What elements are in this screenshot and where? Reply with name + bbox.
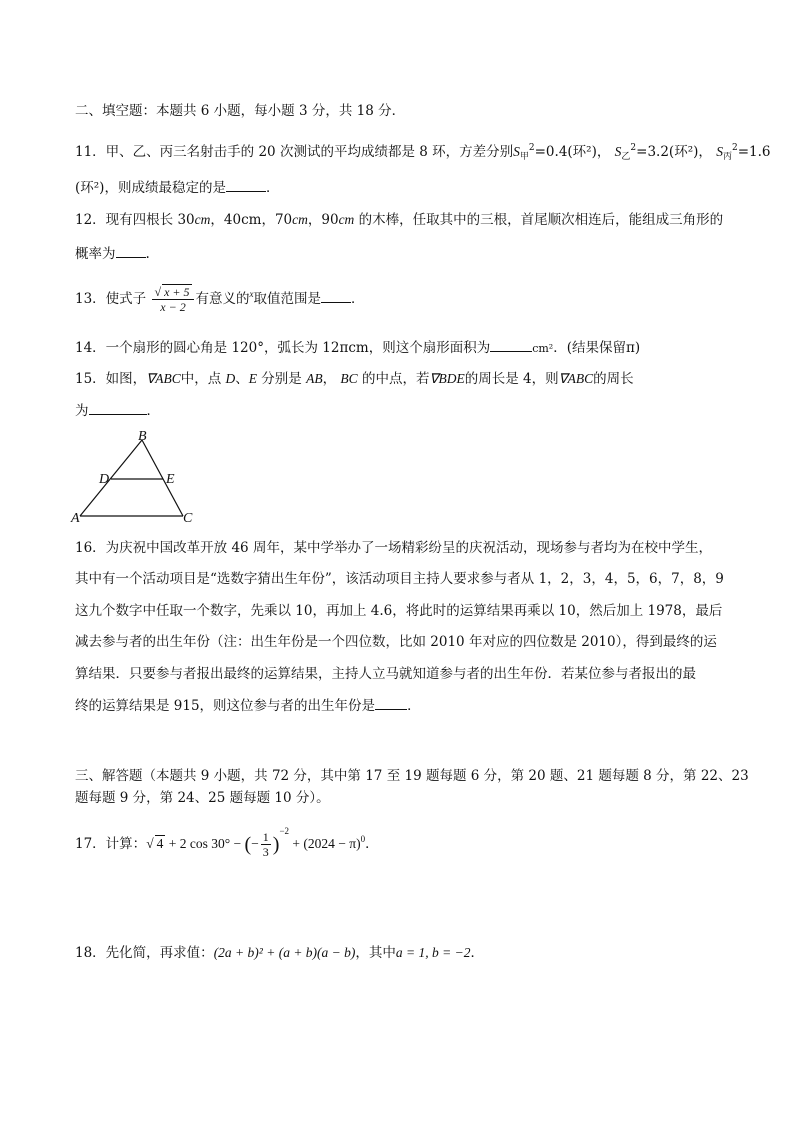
question-12-line1: 12．现有四根长 30cm，40cm，70cm，90cm 的木棒，任取其中的三根，首尾顺次相连后，能组成三角形的 — [75, 212, 724, 228]
section3-heading-line2: 题每题 9 分，第 24、25 题每题 10 分）。 — [75, 790, 330, 806]
question-15-line1: 15．如图，∇ABC中，点 D、E 分别是 AB， BC 的中点，若∇BDE的周长是 4，则∇ABC的周长 — [75, 371, 634, 387]
answer-blank — [375, 697, 407, 710]
answer-blank — [321, 290, 351, 303]
label-a: A — [71, 511, 80, 526]
question-11-line2: (环²)，则成绩最稳定的是 ． — [75, 180, 280, 196]
answer-blank — [490, 339, 532, 352]
fraction: $\frac{√ x + 5}{x - 2}$ — [152, 284, 193, 315]
fraction: $\frac{1}{3}$ — [262, 829, 269, 859]
section2-heading: 二、填空题：本题共 6 小题，每小题 3 分，共 18 分． — [75, 103, 406, 119]
label-d: D — [99, 472, 110, 487]
question-17: 17．计算：√ 4 + 2 cos 30° − (− $\frac{1}{3}$ )$^{-2} + (2024 - \pi)^0$． — [75, 826, 379, 859]
label-b: B — [138, 429, 147, 444]
question-16-line5: 算结果．只要参与者报出最终的运算结果，主持人立马就知道参与者的出生年份．若某位参与者报出的最 — [75, 666, 696, 682]
label-e: E — [166, 472, 175, 487]
answer-blank — [226, 179, 266, 192]
question-16-line2: 其中有一个活动项目是“选数字猜出生年份”，该活动项目主持人要求参与者从 1，2，3，4，5，6，7，8，9 — [75, 571, 724, 587]
question-12-line2: 概率为 . — [75, 246, 150, 262]
question-16-line3: 这九个数字中任取一个数字，先乘以 10，再加上 4.6，将此时的运算结果再乘以 10，然后加上 1978，最后 — [75, 603, 723, 619]
side-ab — [80, 440, 142, 516]
question-16-line1: 16．为庆祝中国改革开放 46 周年，某中学举办了一场精彩纷呈的庆祝活动，现场参与者均为在校中学生， — [75, 540, 712, 556]
triangle-figure — [68, 428, 208, 526]
answer-blank — [116, 245, 146, 258]
question-14: 14．一个扇形的圆心角是 120°，弧长为 12πcm，则这个扇形面积为 cm²．(结果保留π) — [75, 340, 641, 356]
question-16-line6: 终的运算结果是 915，则这位参与者的出生年份是 ． — [75, 698, 421, 714]
answer-blank — [89, 402, 147, 415]
side-bc — [142, 440, 183, 516]
question-15-line2: 为 ． — [75, 403, 160, 419]
label-c: C — [183, 511, 193, 526]
question-16-line4: 减去参与者的出生年份（注：出生年份是一个四位数，比如 2010 年对应的四位数是 2010），得到最终的运 — [75, 634, 717, 650]
question-13: 13．使式子 $\frac{√ x + 5}{x - 2}$ 有意义的$^x$取值范围是 ． — [75, 285, 365, 315]
question-18: 18．先化简，再求值：(2a + b)² + (a + b)(a − b)，其中a = 1, b = −2． — [75, 945, 484, 961]
section3-heading-line1: 三、解答题（本题共 9 小题，共 72 分，其中第 17 至 19 题每题 6 分，第 20 题、21 题每题 8 分，第 22、23 — [75, 768, 749, 784]
question-11-line1: 11．甲、乙、丙三名射击手的 20 次测试的平均成绩都是 8 环，方差分别$S_甲^2=0.4$(环²)， $S_乙^2=3.2$(环²)， $S_丙^2=1.6$ — [75, 143, 771, 162]
